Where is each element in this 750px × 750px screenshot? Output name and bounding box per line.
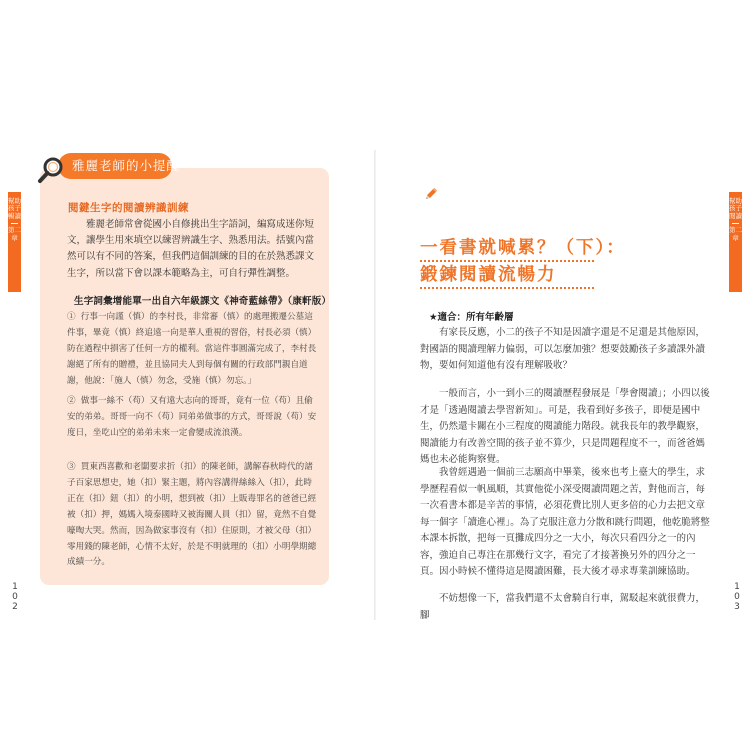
chapter-heading-line2: 鍛鍊閱讀流暢力 [420,265,557,285]
page-digit: 1 [734,582,740,592]
age-tag: ★適合：所有年齡層 [429,312,514,323]
tab-divider [732,223,739,224]
example-paragraph: ③ 買東西喜歡和老闆要求折（扣）的陳老師，講解春秋時代的諸子百家思想史，她（扣）緊主題，將內容講得絲絲入（扣），此時正在（扣）鈕（扣）的小明，想到被（扣）上販毒罪名的爸爸已經被（扣）押，媽媽入境泰國時又被海關人員（扣）留，竟然不自覺嚎啕大哭。然而，因為做家事沒有（扣）住原則，才被父母（扣）零用錢的陳老師，心情不太好，於是不明就理的（扣）小明學期總成績一分。 [67,462,317,568]
pencil-icon [424,185,440,201]
example-paragraph: ① 行事一向謹（慎）的李村長，非常審（慎）的處理搬遷公墓這件事，畢竟（慎）終追遠一向是華人重視的習俗，村長必須（慎）防在過程中損害了任何一方的權利。當這件事圓滿完成了，李村長謝絕了所有的贈禮，並且協同夫人到每個有關的行政部門親自道謝，他說：「施人（慎）勿念，受施（慎）勿忘。」 [67,312,317,386]
right-chapter-label: 第二章 [729,226,742,242]
body-paragraph: 一般而言，小一到小三的閱讀歷程發展是「學會閱讀」；小四以後才是「透過閱讀去學習新知」。可是，我看到好多孩子，即便是國中生，仍然還卡關在小三程度的閱讀能力階段。就我長年的教學觀察，閱讀能力有改善空間的孩子並不算少，只是問題程度不一，而爸爸媽媽也未必能夠察覺。 [420,388,710,465]
body-paragraph: 有家長反應，小二的孩子不知是因讀字還是不足還是其他原因，對國語的閱讀理解力偏弱，可以怎麼加強？想要鼓勵孩子多讀課外讀物，要如何知道他有沒有理解吸收？ [420,327,706,371]
page-digit: 3 [734,602,740,612]
left-chapter-label: 第二章 [8,226,21,242]
body-paragraph: 不妨想像一下，當我們還不太會騎自行車，駕駁起來就很費力，腳 [420,593,706,621]
example-title: 生字詞彙增能單一出自六年級課文《神奇藍絲帶》（康軒版） [74,296,332,307]
tab-divider [11,223,18,224]
heading-underline [420,287,594,289]
right-side-tab-text: 幫助孩子閱讀 [729,197,742,220]
page-digit: 2 [12,602,18,612]
tips-title: 雅麗老師的小提醒 [72,158,181,173]
left-side-tab [8,192,21,292]
chapter-heading-line1: 一看書就喊累？（下）： [420,238,626,258]
magnifier-icon [36,155,66,185]
body-paragraph: 我曾經遇過一個前三志願高中畢業，後來也考上臺大的學生，求學歷程看似一帆風順，其實他從小深受閱讀問題之苦，對他而言，每一次看書本都是辛苦的事情，必須花費比別人更多倍的心力去把文章每一個字「讀進心裡」。為了克服注意力分散和跳行問題，他乾脆將整本課本拆散，把每一頁攤成四分之一大小，每次只看四分之一的內容，強迫自己專注在那幾行文字，看完了才接著換另外的四分之一頁。因小時候不懂得這是閱讀困難，長大後才尋求專業訓練協助。 [420,467,710,577]
left-side-tab-text: 幫助孩子暢讀 [8,197,21,220]
right-page-number [732,582,742,612]
page-digit: 0 [734,592,740,602]
heading-underline [420,260,594,262]
right-side-tab [729,192,742,292]
page-gutter [374,150,376,620]
example-paragraph: ② 做事一絲不（苟）又有遠大志向的哥哥，竟有一位（苟）且偷安的弟弟。哥哥一向不（苟）同弟弟做事的方式，哥哥說（苟）安度日，坐吃山空的弟弟未來一定會變成流浪漢。 [67,396,317,438]
left-page-number [10,582,20,612]
tips-body: 雅麗老師常會從國小自修挑出生字語詞，編寫成迷你短文，讓學生用來填空以練習辨識生字、熟悉用法。括號內當然可以有不同的答案，但我們這個訓練的目的在於熟悉課文生字，所以當下會以課本範略為主，可自行彈性調整。 [67,219,315,279]
tips-subtitle: 閱鍵生字的閱讀辨識訓練 [68,202,189,214]
page-digit: 1 [12,582,18,592]
page-digit: 0 [12,592,18,602]
